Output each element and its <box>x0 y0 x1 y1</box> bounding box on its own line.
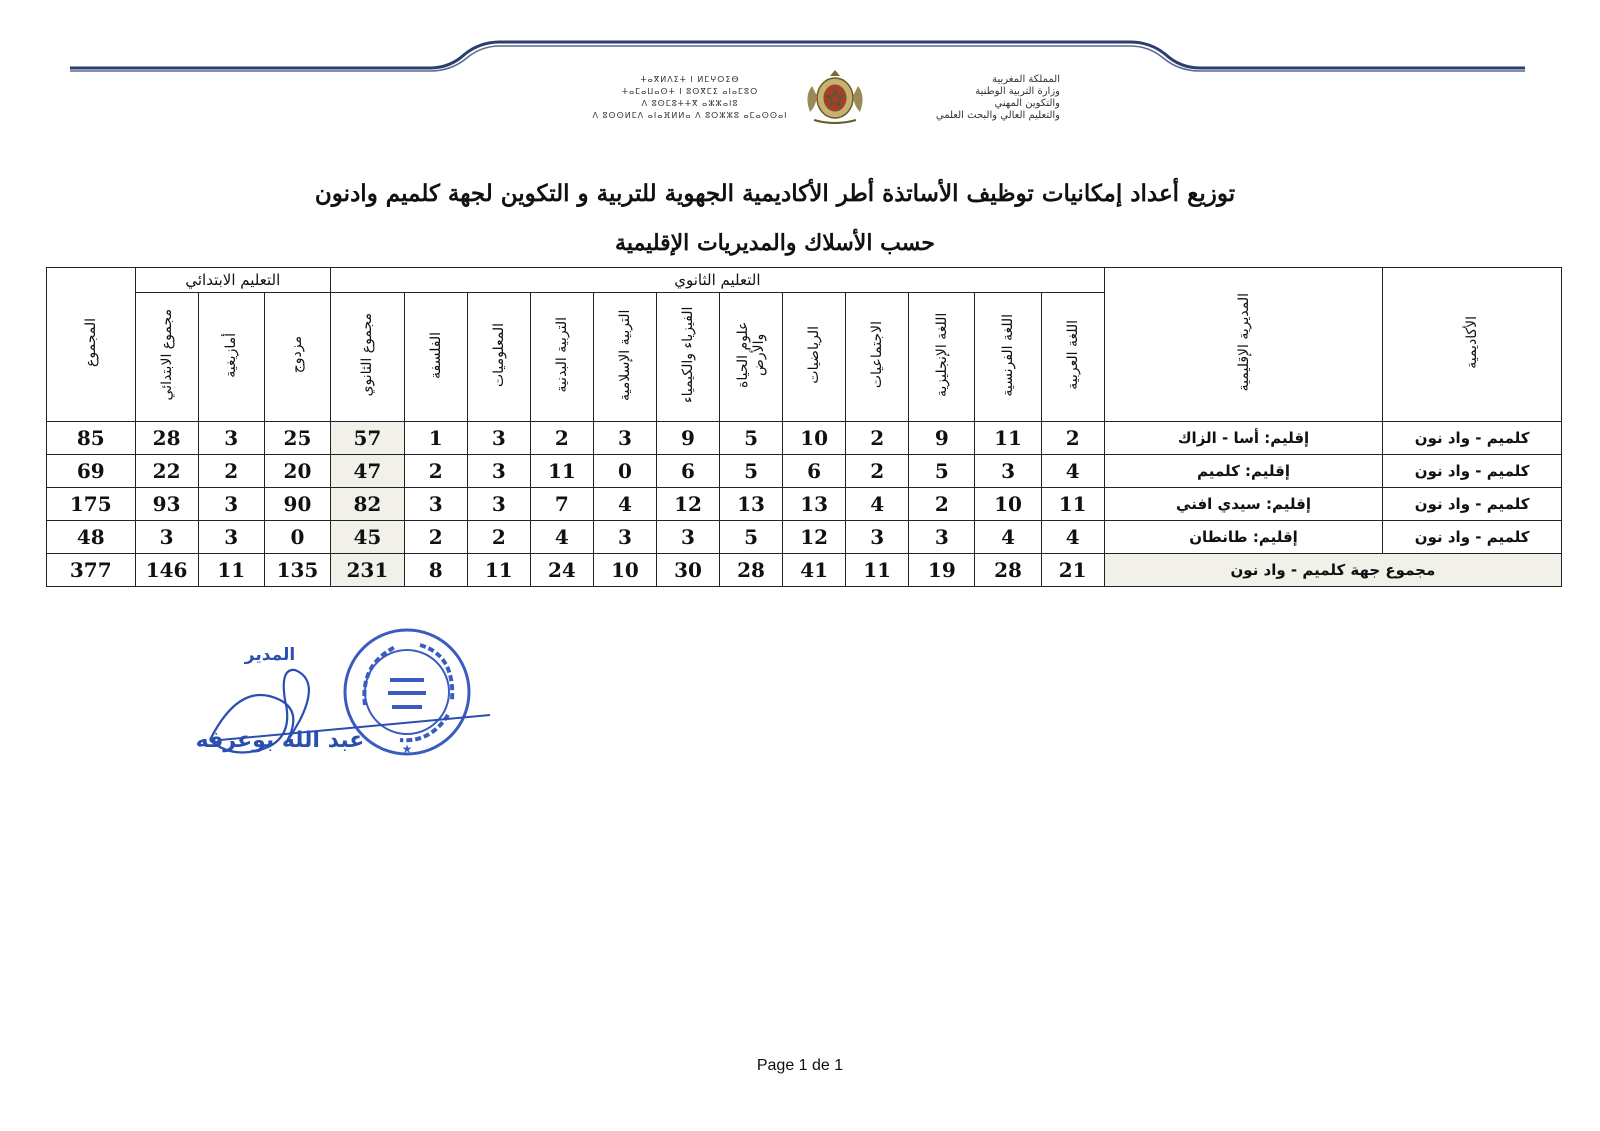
table-cell: 3 <box>909 521 975 554</box>
table-cell: 28 <box>720 554 783 587</box>
table-row <box>47 488 1562 521</box>
table-cell: 3 <box>198 488 264 521</box>
table-cell: 28 <box>975 554 1041 587</box>
table-cell: 3 <box>593 521 656 554</box>
directorate-cell: إقليم: سيدي افني <box>1104 488 1383 521</box>
table-cell: 11 <box>846 554 909 587</box>
table-cell: 3 <box>467 455 530 488</box>
table-cell: 3 <box>198 521 264 554</box>
table-cell: 2 <box>846 455 909 488</box>
table-cell: 13 <box>720 488 783 521</box>
table-cell: 2 <box>467 521 530 554</box>
table-cell: 231 <box>331 554 405 587</box>
table-cell: 0 <box>264 521 330 554</box>
table-cell: 9 <box>909 422 975 455</box>
table-cell: 3 <box>975 455 1041 488</box>
header-primary: التعليم الابتدائي <box>135 268 331 293</box>
table-cell: 4 <box>846 488 909 521</box>
header-subject: علوم الحياة والأرض <box>720 293 783 422</box>
table-cell: 9 <box>656 422 719 455</box>
table-cell: 4 <box>1041 521 1104 554</box>
header-subject: أمازيغية <box>198 293 264 422</box>
header-subtotal: مجموع الثانوي <box>331 293 405 422</box>
table-cell: 11 <box>198 554 264 587</box>
royal-emblem-icon <box>800 66 870 126</box>
table-cell: 12 <box>783 521 846 554</box>
table-cell: 377 <box>47 554 136 587</box>
table-cell: 3 <box>656 521 719 554</box>
table-cell: 5 <box>720 422 783 455</box>
signature-role: المدير <box>244 645 296 665</box>
table-row <box>47 455 1562 488</box>
table-cell: 0 <box>593 455 656 488</box>
table-cell: 85 <box>47 422 136 455</box>
table-cell: 82 <box>331 488 405 521</box>
table-cell: 146 <box>135 554 198 587</box>
table-cell: 3 <box>593 422 656 455</box>
table-cell: 4 <box>1041 455 1104 488</box>
table-cell: 3 <box>846 521 909 554</box>
table-cell: 11 <box>975 422 1041 455</box>
header-subject: مزدوج <box>264 293 330 422</box>
header-subject: المعلوميات <box>467 293 530 422</box>
header-decorative-band <box>70 40 1525 80</box>
table-cell: 175 <box>47 488 136 521</box>
table-cell: 93 <box>135 488 198 521</box>
table-cell: 22 <box>135 455 198 488</box>
table-cell: 69 <box>47 455 136 488</box>
table-cell: 2 <box>198 455 264 488</box>
document-title: توزيع أعداد إمكانيات توظيف الأساتذة أطر الأكاديمية الجهوية للتربية و التكوين لجهة كلميم وادنون <box>314 180 1236 207</box>
table-cell: 6 <box>783 455 846 488</box>
header-subject: التربية البدنية <box>530 293 593 422</box>
table-cell: 4 <box>593 488 656 521</box>
header-total: المجموع <box>47 268 136 422</box>
table-cell: 2 <box>1041 422 1104 455</box>
table-cell: 25 <box>264 422 330 455</box>
academy-cell: كلميم - واد نون <box>1383 455 1562 488</box>
academy-cell: كلميم - واد نون <box>1383 488 1562 521</box>
table-cell: 2 <box>530 422 593 455</box>
academy-cell: كلميم - واد نون <box>1383 422 1562 455</box>
table-cell: 28 <box>135 422 198 455</box>
table-cell: 10 <box>593 554 656 587</box>
table-body <box>47 422 1562 587</box>
table-cell: 4 <box>975 521 1041 554</box>
directorate-cell: إقليم: أسا - الزاك <box>1104 422 1383 455</box>
table-cell: 5 <box>720 455 783 488</box>
table-row <box>47 521 1562 554</box>
recruitment-distribution-table <box>46 267 1562 587</box>
total-label-cell: مجموع جهة كلميم - واد نون <box>1104 554 1561 587</box>
table-cell: 4 <box>530 521 593 554</box>
table-cell: 3 <box>135 521 198 554</box>
academy-cell: كلميم - واد نون <box>1383 521 1562 554</box>
table-cell: 5 <box>909 455 975 488</box>
signature-name: عبد الله بوعرفه <box>195 728 365 753</box>
header-subject: اللغة الإنجليزية <box>909 293 975 422</box>
ministry-name-arabic: المملكة المغربية وزارة التربية الوطنية والتكوين المهني والتعليم العالي والبحث العلمي <box>935 74 1060 121</box>
header-academy: الأكاديمية <box>1383 268 1562 422</box>
table-row <box>47 422 1562 455</box>
table-cell: 5 <box>720 521 783 554</box>
table-total-row <box>47 554 1562 587</box>
table-cell: 13 <box>783 488 846 521</box>
table-cell: 24 <box>530 554 593 587</box>
table-cell: 45 <box>331 521 405 554</box>
table-cell: 11 <box>530 455 593 488</box>
table-cell: 47 <box>331 455 405 488</box>
header-subtotal: مجموع الابتدائي <box>135 293 198 422</box>
table-header-row <box>47 268 1562 293</box>
ministry-name-tifinagh: ⵜⴰⴳⵍⴷⵉⵜ ⵏ ⵍⵎⵖⵔⵉⴱ ⵜⴰⵎⴰⵡⴰⵙⵜ ⵏ ⵓⵙⴳⵎⵉ ⴰⵏⴰⵎⵓⵔ ⴷ ⵓⵙⵎⵓⵜⵜⴳ ⴰⵣⵣⴰⵏⵓ ⴷ ⵓⵙⵙⵍⵎⴷ ⴰⵏⴰⴼⵍⵍⴰ ⴷ ⵓⵔⵣⵣⵓ ⴰⵎⴰⵙⵙⴰⵏ <box>592 75 788 120</box>
table-cell: 57 <box>331 422 405 455</box>
table-cell: 12 <box>656 488 719 521</box>
table-cell: 90 <box>264 488 330 521</box>
table-cell: 19 <box>909 554 975 587</box>
page-number: Page 1 de 1 <box>756 1057 844 1074</box>
svg-text:★: ★ <box>401 742 413 756</box>
header-subject: اللغة الفرنسية <box>975 293 1041 422</box>
table-cell: 3 <box>404 488 467 521</box>
table-cell: 21 <box>1041 554 1104 587</box>
table-cell: 2 <box>909 488 975 521</box>
header-secondary: التعليم الثانوي <box>331 268 1105 293</box>
header-subject: التربية الإسلامية <box>593 293 656 422</box>
table-cell: 48 <box>47 521 136 554</box>
table-cell: 3 <box>198 422 264 455</box>
table-cell: 3 <box>467 422 530 455</box>
table-cell: 3 <box>467 488 530 521</box>
table-cell: 41 <box>783 554 846 587</box>
table-cell: 2 <box>404 455 467 488</box>
table-cell: 7 <box>530 488 593 521</box>
directorate-cell: إقليم: كلميم <box>1104 455 1383 488</box>
table-cell: 10 <box>975 488 1041 521</box>
table-cell: 11 <box>467 554 530 587</box>
header-subject: الرياضيات <box>783 293 846 422</box>
table-cell: 10 <box>783 422 846 455</box>
document-subtitle: حسب الأسلاك والمديريات الإقليمية <box>615 230 935 256</box>
table-cell: 20 <box>264 455 330 488</box>
header-directorate: المديرية الإقليمية <box>1104 268 1383 422</box>
table-cell: 1 <box>404 422 467 455</box>
table-cell: 11 <box>1041 488 1104 521</box>
table-cell: 2 <box>846 422 909 455</box>
directorate-cell: إقليم: طانطان <box>1104 521 1383 554</box>
table-cell: 8 <box>404 554 467 587</box>
header-subject: الفلسفة <box>404 293 467 422</box>
table-cell: 6 <box>656 455 719 488</box>
table-cell: 2 <box>404 521 467 554</box>
header-subject: الفيزياء والكيمياء <box>656 293 719 422</box>
table-cell: 135 <box>264 554 330 587</box>
header-subject: اللغة العربية <box>1041 293 1104 422</box>
header-subject: الاجتماعيات <box>846 293 909 422</box>
table-cell: 30 <box>656 554 719 587</box>
